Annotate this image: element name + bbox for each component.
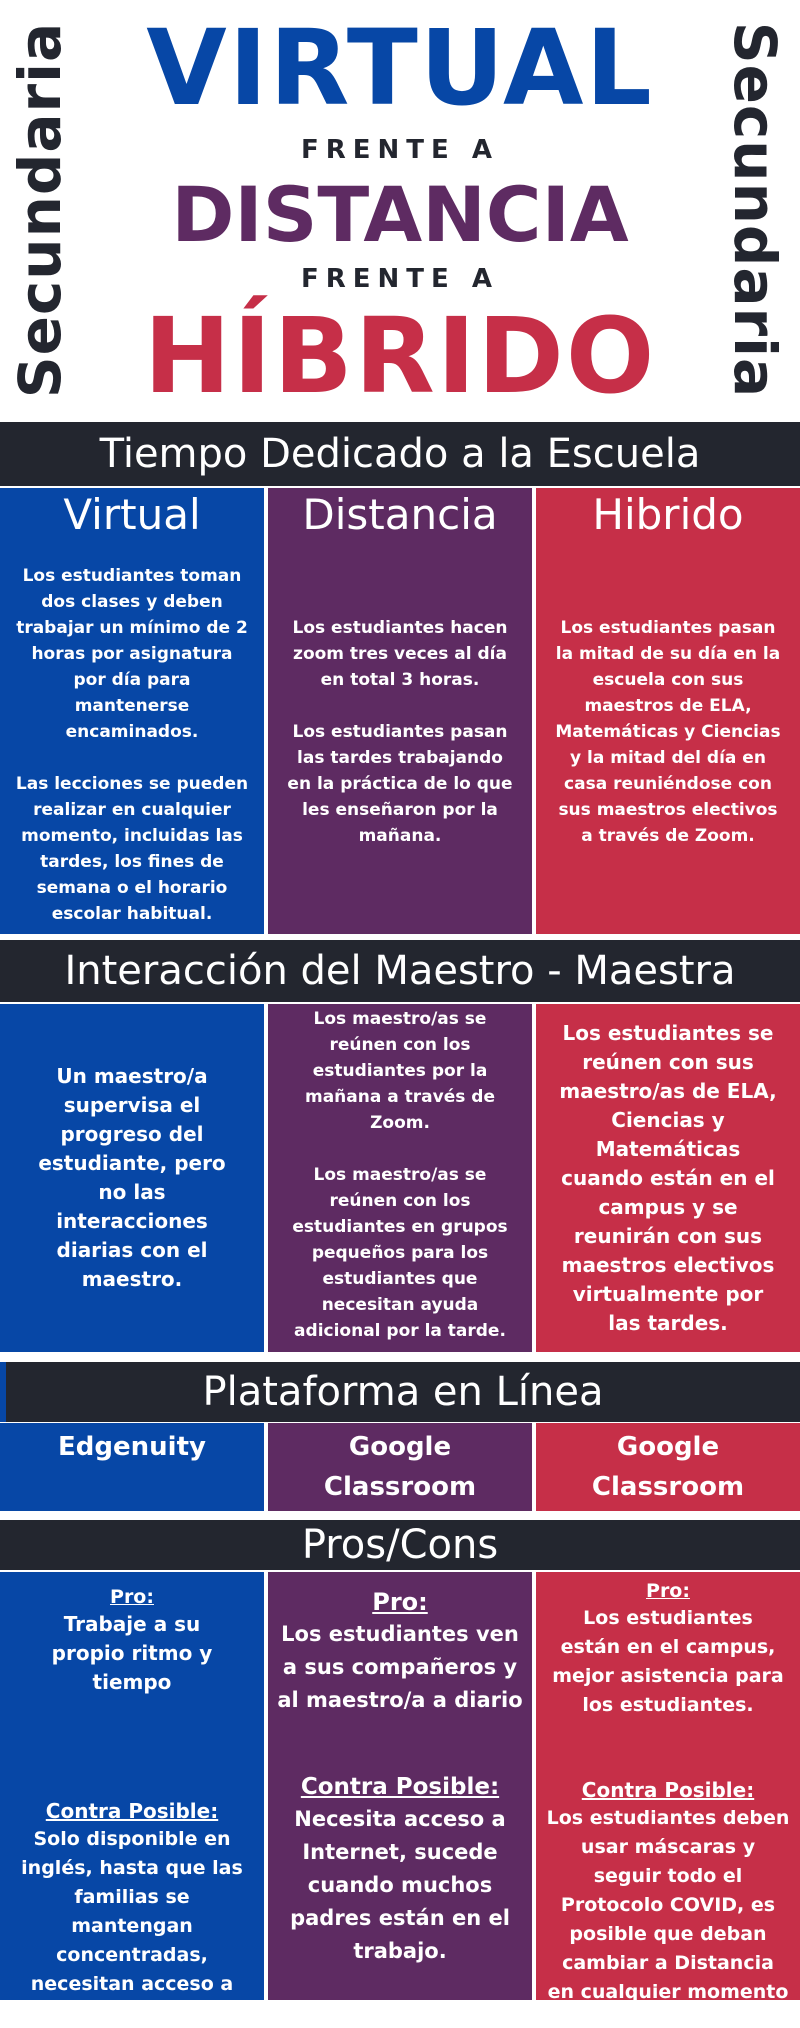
section-title-plataforma: Plataforma en Línea — [0, 1362, 800, 1422]
plataforma-distancia-text: Google Classroom — [323, 1432, 477, 1502]
section-title-interaccion: Interacción del Maestro - Maestra — [0, 940, 800, 1002]
tiempo-virtual-text: Los estudiantes toman dos clases y deben trabajar un mínimo de 2 horas por asignatura por día para mantenerse encaminados. Las lecciones se pueden realizar en cualquier momento, incluidas las tardes, los fines de semana o el horario escolar habitual. — [15, 566, 249, 924]
side-label-left: Secundaria — [6, 21, 75, 399]
plataforma-virtual-text: Edgenuity — [58, 1432, 206, 1462]
plataforma-virtual — [0, 1423, 264, 1511]
interaccion-virtual — [0, 1004, 264, 1352]
plataforma-hibrido-text: Google Classroom — [591, 1432, 745, 1502]
tiempo-hibrido — [536, 488, 800, 934]
pro-text-virtual: Trabaje a su propio ritmo y tiempo — [51, 1612, 213, 1694]
contra-text-hibrido: Los estudiantes deben usar máscaras y seguir todo el Protocolo COVID, es posible que deban cambiar a Distancia en cualquier momento — [546, 1807, 790, 2003]
tiempo-hibrido-text: Los estudiantes pasan la mitad de su día en la escuela con sus maestros de ELA, Matemáticas y Ciencias y la mitad del día en casa reuniéndose con sus maestros electivos a través de Zoom. — [555, 618, 781, 846]
interaccion-hibrido — [536, 1004, 800, 1352]
title-virtual: VIRTUAL — [146, 7, 654, 129]
plataforma-hibrido — [536, 1423, 800, 1511]
contra-label-distancia: Contra Posible: — [300, 1774, 500, 1800]
side-label-right: Secundaria — [721, 21, 790, 399]
col-header-distancia: Distancia — [302, 490, 498, 539]
interaccion-distancia — [268, 1004, 532, 1352]
plataforma-distancia — [268, 1423, 532, 1511]
pro-text-hibrido: Los estudiantes están en el campus, mejor asistencia para los estudiantes. — [552, 1607, 784, 1716]
section-title-tiempo: Tiempo Dedicado a la Escuela — [0, 422, 800, 486]
col-header-hibrido: Hibrido — [592, 490, 744, 539]
interaccion-distancia-text: Los maestro/as se reúnen con los estudiantes por la mañana a través de Zoom. Los maestro/as se reúnen con los estudiantes en grupos pequeños para los estudiantes que necesitan ayuda adicional por la tarde. — [292, 1009, 508, 1341]
contra-label-virtual: Contra Posible: — [45, 1799, 219, 1823]
contra-text-virtual: Solo disponible en inglés, hasta que las familias se mantengan concentradas, necesitan acceso a Internet — [21, 1828, 243, 2024]
contra-label-hibrido: Contra Posible: — [581, 1778, 755, 1802]
interaccion-virtual-text: Un maestro/a supervisa el progreso del estudiante, pero no las interacciones diarias con el maestro. — [38, 1064, 226, 1291]
pro-text-distancia: Los estudiantes ven a sus compañeros y al maestro/a a diario — [277, 1622, 523, 1712]
tiempo-virtual — [0, 488, 264, 934]
contra-text-distancia: Necesita acceso a Internet, sucede cuando muchos padres están en el trabajo. — [290, 1807, 510, 1963]
pro-label-virtual: Pro: — [110, 1586, 154, 1608]
col-header-virtual: Virtual — [63, 490, 201, 539]
title-frente-2: FRENTE A — [301, 264, 499, 294]
tiempo-distancia — [268, 488, 532, 934]
title-distancia: DISTANCIA — [171, 170, 629, 259]
tiempo-distancia-text: Los estudiantes hacen zoom tres veces al día en total 3 horas. Los estudiantes pasan las tardes trabajando en la práctica de lo que les enseñaron por la mañana. — [287, 618, 513, 846]
section-title-proscons: Pros/Cons — [0, 1520, 800, 1570]
title-frente-1: FRENTE A — [301, 135, 499, 165]
proscons-hibrido — [536, 1572, 800, 2003]
proscons-distancia — [268, 1572, 532, 2000]
interaccion-hibrido-text: Los estudiantes se reúnen con sus maestro/as de ELA, Ciencias y Matemáticas cuando están en el campus y se reunirán con sus maestros electivos virtualmente por las tardes. — [559, 1020, 777, 1335]
pro-label-hibrido: Pro: — [646, 1580, 690, 1602]
title-hibrido: HÍBRIDO — [143, 295, 657, 417]
proscons-virtual — [0, 1572, 264, 2024]
pro-label-distancia: Pro: — [372, 1588, 428, 1616]
